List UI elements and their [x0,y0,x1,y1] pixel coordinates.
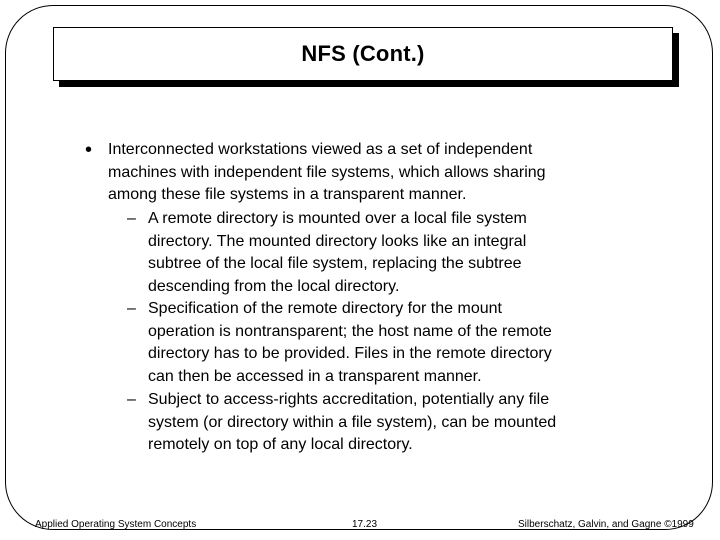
sub-line: can then be accessed in a transparent manner. [148,367,482,385]
sub-line: descending from the local directory. [148,277,400,295]
dash-icon: – [127,210,136,227]
dash-icon: – [127,391,136,408]
slide-title: NFS (Cont.) [301,41,425,66]
main-bullet-text [108,139,628,207]
sub-line: directory has to be provided. Files in the remote directory [148,345,552,362]
sub-line: A remote directory is mounted over a local file system [148,210,527,227]
sub-item-1 [148,208,527,298]
sub-line: Subject to access-rights accreditation, potentially any file [148,391,550,408]
sub-line: remotely on top of any local directory. [148,436,413,453]
bullet-icon: • [85,139,93,161]
main-line: Interconnected workstations viewed as a set of independent [108,141,533,158]
sub-line: subtree of the local file system, replacing the subtree [148,255,522,272]
footer-page-number: 17.23 [352,519,378,530]
footer-copyright: Silberschatz, Galvin, and Gagne ©1999 [518,519,694,530]
main-line: among these file systems in a transparent manner. [108,186,467,203]
sub-line: Specification of the remote directory for the mount [148,300,502,317]
sub-line: system (or directory within a file system), can be mounted [148,413,557,431]
sub-line: directory. The mounted directory looks like an integral [148,232,527,250]
sub-line: operation is nontransparent; the host name of the remote [148,322,552,340]
sub-item-3 [148,389,556,457]
footer-course-title: Applied Operating System Concepts [35,519,197,530]
dash-icon: – [127,300,136,317]
sub-item-2 [148,298,552,388]
main-line: machines with independent file systems, which allows sharing [108,163,546,181]
